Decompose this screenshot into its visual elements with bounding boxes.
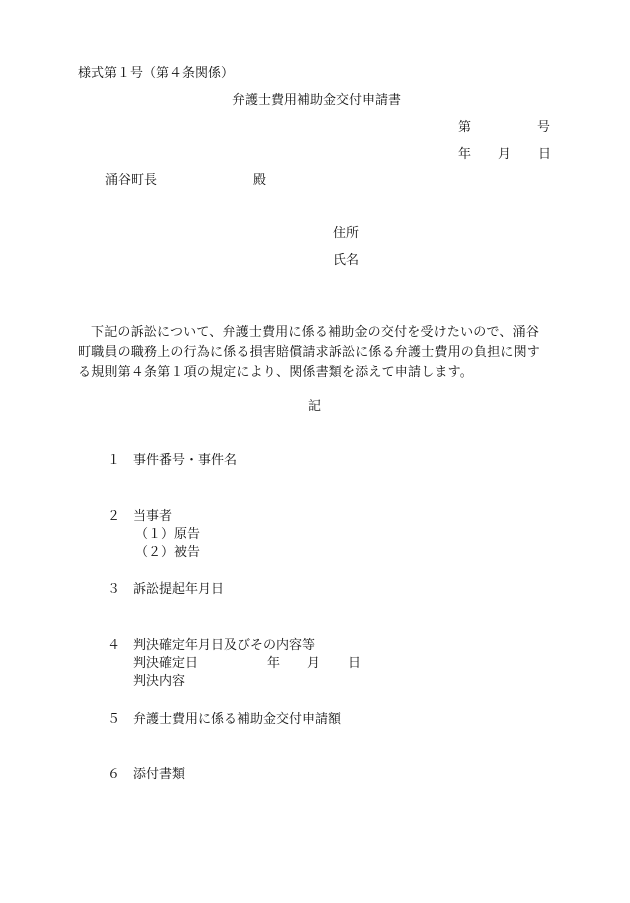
item-number: ４ — [107, 638, 121, 653]
judgment-content-label: 判決内容 — [133, 674, 186, 689]
body-paragraph — [78, 323, 560, 383]
ki-heading: 記 — [308, 399, 322, 414]
item-number: １ — [107, 453, 121, 468]
item-label: 添付書類 — [133, 767, 186, 782]
body-line-2: 町職員の職務上の行為に係る損害賠償請求訴訟に係る弁護士費用の負担に関す — [78, 345, 541, 360]
item-number: ５ — [107, 712, 121, 727]
address-label: 住所 — [333, 226, 360, 241]
item-label: 事件番号・事件名 — [133, 453, 238, 468]
item-label: 当事者 — [133, 509, 173, 524]
item-label: 判決確定年月日及びその内容等 — [133, 638, 316, 653]
item-label: 弁護士費用に係る補助金交付申請額 — [133, 712, 342, 727]
body-line-3: る規則第４条第１項の規定により、関係書類を添えて申請します。 — [78, 365, 473, 380]
date-day: 日 — [538, 147, 552, 162]
item-number: ３ — [107, 582, 121, 597]
item-label: 訴訟提起年月日 — [133, 582, 225, 597]
form-label: 様式第１号（第４条関係） — [78, 66, 235, 81]
judgment-day: 日 — [348, 656, 362, 671]
judgment-month: 月 — [307, 656, 321, 671]
addressee-name: 涌谷町長 — [105, 173, 158, 188]
name-label: 氏名 — [333, 253, 360, 268]
judgment-year: 年 — [267, 656, 281, 671]
sub-item-plaintiff: （１）原告 — [135, 527, 201, 542]
body-line-1: 下記の訴訟について、弁護士費用に係る補助金の交付を受けたいので、涌谷 — [91, 325, 540, 340]
item-number: ２ — [107, 509, 121, 524]
judgment-date-label: 判決確定日 — [133, 656, 199, 671]
date-month: 月 — [498, 147, 512, 162]
addressee-honorific: 殿 — [253, 173, 267, 188]
number-prefix: 第 — [458, 120, 472, 135]
date-year: 年 — [458, 147, 472, 162]
number-suffix: 号 — [537, 120, 551, 135]
sub-item-defendant: （２）被告 — [135, 545, 201, 560]
document-title: 弁護士費用補助金交付申請書 — [232, 93, 402, 108]
item-number: ６ — [107, 767, 121, 782]
